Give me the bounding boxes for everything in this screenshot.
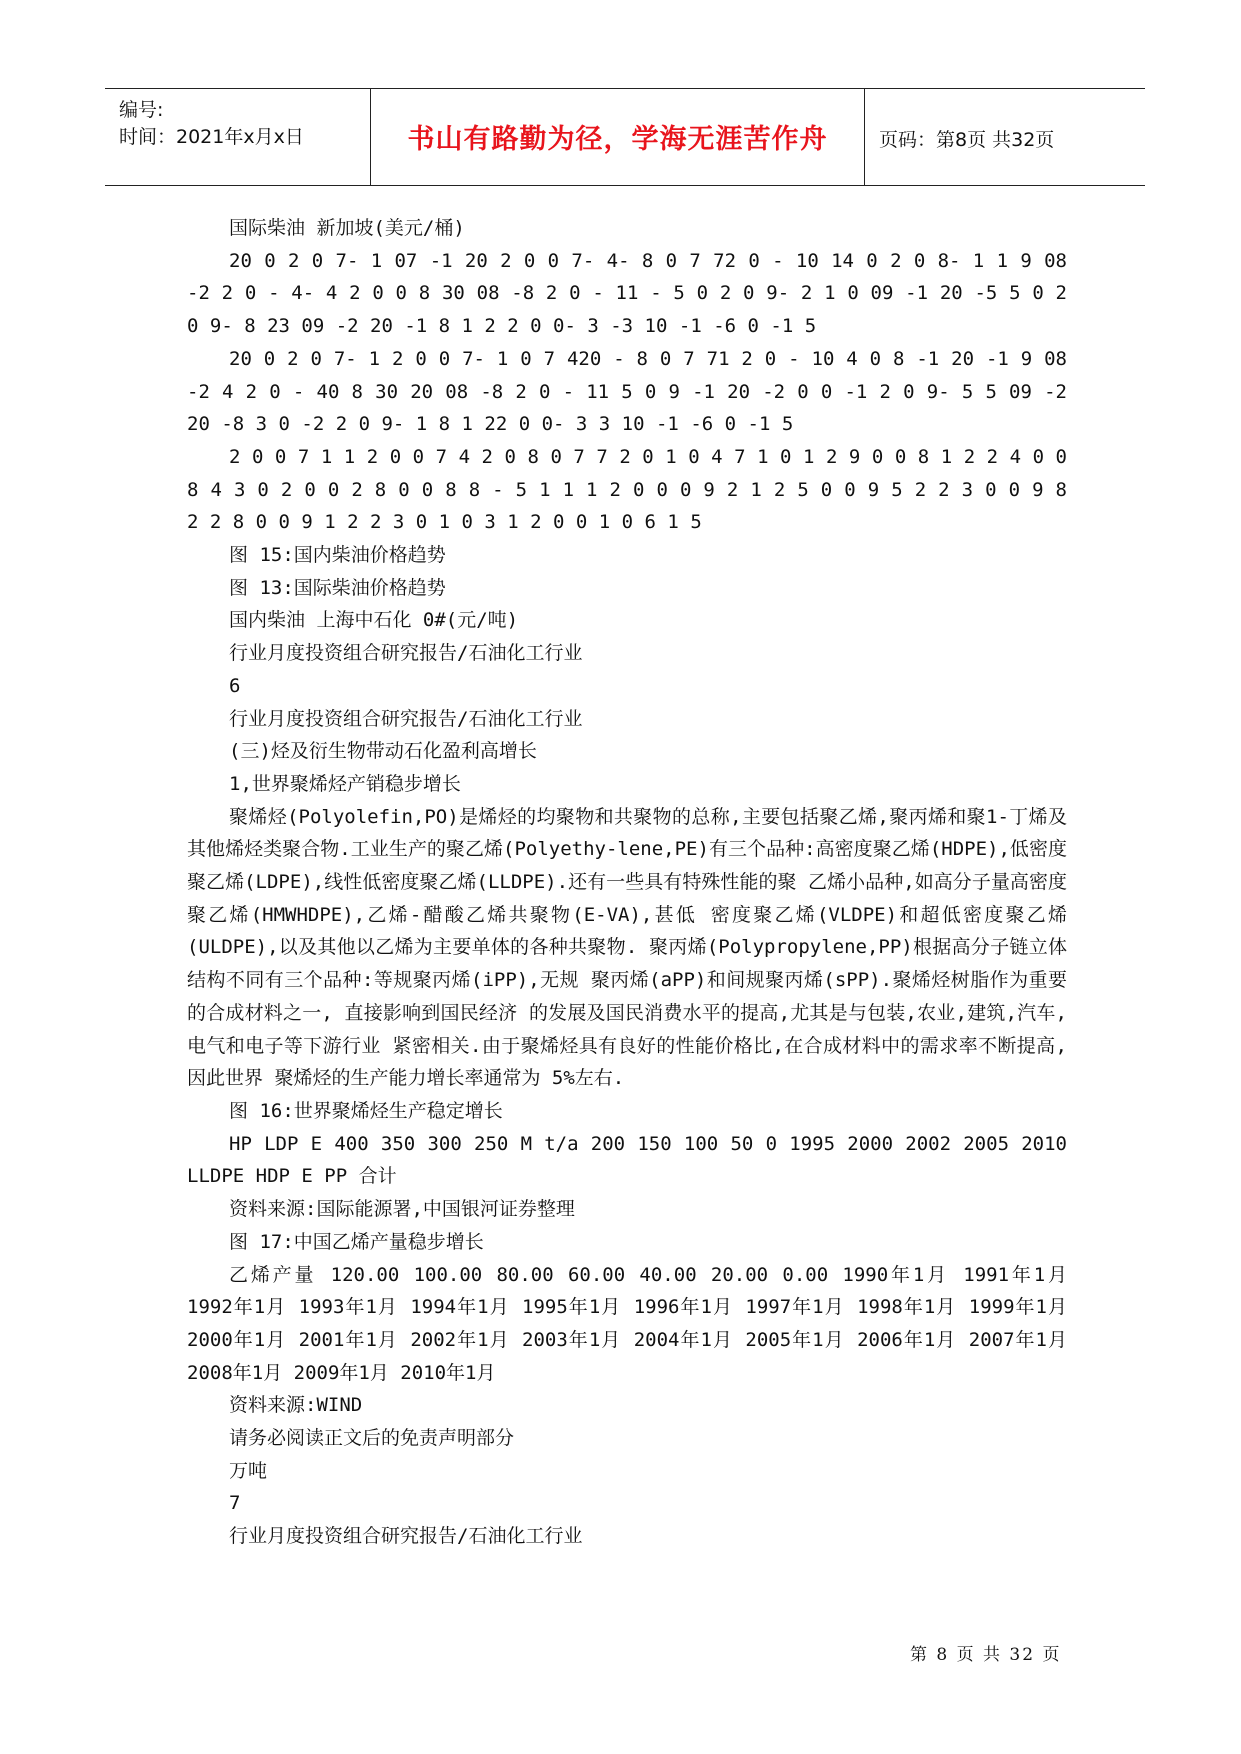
paragraph: 国际柴油 新加坡(美元/桶) (229, 217, 465, 239)
running-title: 行业月度投资组合研究报告/石油化工行业 (229, 707, 583, 730)
figure-caption: 图 13:国际柴油价格趋势 (229, 576, 446, 599)
paragraph: 乙烯产量 120.00 100.00 80.00 60.00 40.00 20.00 0.00 1990年1月 1991年1月 1992年1月 1993年1月 1994年1月 1995年1月 1996年1月 1997年1月 1998年1月 1999年1月 2000年1月 2001年1月 2002年1月 2003年1月 2004年1月 2005年1月 2006年1月 2007年1月 2008年1月 2009年1月 2010年1月 (187, 1263, 1067, 1384)
page-indicator: 页码：第8页 共32页 (879, 129, 1055, 151)
paragraph: 20 0 2 0 7- 1 07 -1 20 2 0 0 7- 4- 8 0 7 72 0 - 10 14 0 2 0 8- 1 1 9 08 -2 2 0 - 4- 4 2 0 0 8 30 08 -8 2 0 - 11 - 5 0 2 0 9- 2 1 0 09 -1 20 -5 5 0 2 0 9- 8 23 09 -2 20 -1 8 1 2 2 0 0- 3 -3 10 -1 -6 0 -1 5 (187, 249, 1067, 338)
source-note: 资料来源:WIND (229, 1394, 363, 1417)
figure-caption: 图 15:国内柴油价格趋势 (229, 544, 446, 567)
paragraph: HP LDP E 400 350 300 250 M t/a 200 150 100 50 0 1995 2000 2002 2005 2010 LLDPE HDP E PP 合计 (187, 1132, 1067, 1188)
date-line: 时间：2021年x月x日 (119, 126, 304, 148)
serial-label: 编号: (119, 99, 164, 121)
running-title: 行业月度投资组合研究报告/石油化工行业 (229, 1525, 583, 1548)
disclaimer-note: 请务必阅读正文后的免责声明部分 (229, 1427, 515, 1450)
paragraph: 2 0 0 7 1 1 2 0 0 7 4 2 0 8 0 7 7 2 0 1 0 4 7 1 0 1 2 9 0 0 8 1 2 2 4 0 0 8 4 3 0 2 0 0 2 8 0 0 8 8 - 5 1 1 1 2 0 0 0 9 2 1 2 5 0 0 9 5 2 2 3 0 0 9 8 2 2 8 0 0 9 1 2 2 3 0 1 0 3 1 2 0 0 1 0 6 1 5 (187, 445, 1067, 534)
page-header (105, 88, 1145, 186)
header-middle-cell (371, 89, 865, 185)
paragraph: 国内柴油 上海中石化 0#(元/吨) (229, 609, 519, 632)
source-note: 资料来源:国际能源署,中国银河证券整理 (229, 1198, 575, 1221)
motto: 书山有路勤为径，学海无涯苦作舟 (407, 124, 828, 155)
paragraph: 聚烯烃(Polyolefin,PO)是烯烃的均聚物和共聚物的总称,主要包括聚乙烯,聚丙烯和聚1-丁烯及其他烯烃类聚合物.工业生产的聚乙烯(Polyethy-lene,PE)有三个品种:高密度聚乙烯(HDPE),低密度聚乙烯(LDPE),线性低密度聚乙烯(LLDPE).还有一些具有特殊性能的聚 乙烯小品种,如高分子量高密度聚乙烯(HMWHDPE),乙烯-醋酸乙烯共聚物(E-VA),甚低 密度聚乙烯(VLDPE)和超低密度聚乙烯(ULDPE),以及其他以乙烯为主要单体的各种共聚物. 聚丙烯(Polypropylene,PP)根据高分子链立体结构不同有三个品种:等规聚丙烯(iPP),无规 聚丙烯(aPP)和间规聚丙烯(sPP).聚烯烃树脂作为重要的合成材料之一, 直接影响到国民经济 的发展及国民消费水平的提高,尤其是与包装,农业,建筑,汽车,电气和电子等下游行业 紧密相关.由于聚烯烃具有良好的性能价格比,在合成材料中的需求率不断提高,因此世界 聚烯烃的生产能力增长率通常为 5%左右. (187, 805, 1067, 1090)
unit-label: 万吨 (229, 1459, 268, 1482)
header-right-cell (865, 89, 1145, 185)
figure-caption: 图 16:世界聚烯烃生产稳定增长 (229, 1099, 503, 1122)
header-left-cell (105, 89, 371, 185)
page-footer: 第 8 页 共 32 页 (910, 1645, 1062, 1665)
page-number-text: 6 (229, 674, 241, 697)
figure-caption: 图 17:中国乙烯产量稳步增长 (229, 1230, 484, 1253)
running-title: 行业月度投资组合研究报告/石油化工行业 (229, 642, 583, 665)
document-body (187, 212, 1067, 1553)
page-number-text: 7 (229, 1492, 241, 1515)
subsection-heading: 1,世界聚烯烃产销稳步增长 (229, 772, 461, 795)
section-heading: (三)烃及衍生物带动石化盈利高增长 (229, 740, 537, 763)
paragraph: 20 0 2 0 7- 1 2 0 0 7- 1 0 7 420 - 8 0 7 71 2 0 - 10 4 0 8 -1 20 -1 9 08 -2 4 2 0 - 40 8 30 20 08 -8 2 0 - 11 5 0 9 -1 20 -2 0 0 -1 2 0 9- 5 5 09 -2 20 -8 3 0 -2 2 0 9- 1 8 1 22 0 0- 3 3 10 -1 -6 0 -1 5 (187, 347, 1067, 436)
